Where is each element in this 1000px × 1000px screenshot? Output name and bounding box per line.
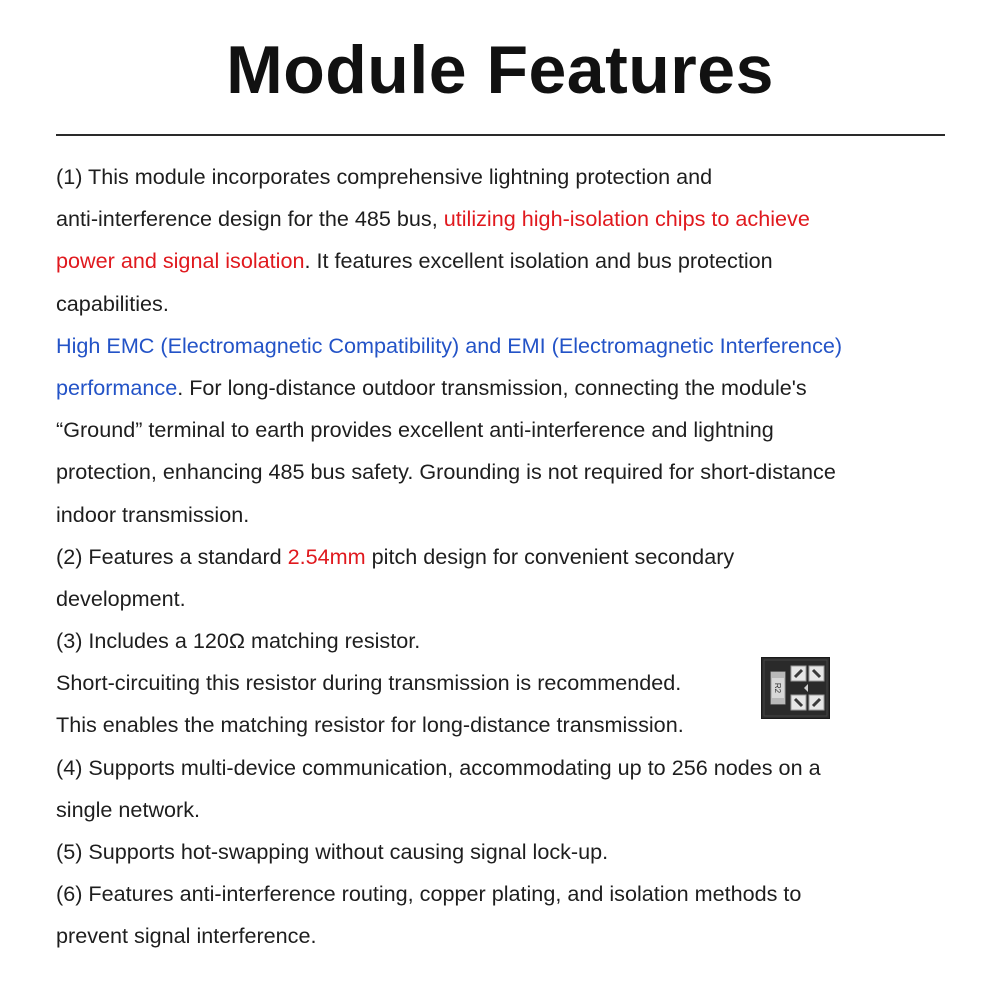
jumper-silkscreen-label: R2 xyxy=(773,682,782,694)
body-text: prevent signal interference. xyxy=(56,923,317,949)
highlight-blue-text: performance xyxy=(56,374,178,400)
body-text: Short-circuiting this resistor during transmission is recommended. xyxy=(56,670,682,696)
body-text: “Ground” terminal to earth provides excellent anti-interference and lightning xyxy=(56,417,774,443)
feature-text-line xyxy=(56,283,956,325)
body-text: pitch design for convenient secondary xyxy=(365,543,735,569)
highlight-red-text: utilizing high-isolation chips to achieve xyxy=(443,206,810,232)
resistor-jumper-pads-icon xyxy=(761,657,830,719)
body-text: (2) Features a standard xyxy=(56,543,288,569)
feature-text-line xyxy=(56,620,956,662)
feature-text-line xyxy=(56,156,956,198)
body-text: protection, enhancing 485 bus safety. Grounding is not required for short-distance xyxy=(56,459,836,485)
body-text: (6) Features anti-interference routing, copper plating, and isolation methods to xyxy=(56,881,802,907)
feature-text-line xyxy=(56,578,956,620)
feature-text-line xyxy=(56,831,956,873)
feature-text-line xyxy=(56,536,956,578)
page-title: Module Features xyxy=(226,32,774,108)
feature-text-line xyxy=(56,789,956,831)
highlight-blue-text: High EMC (Electromagnetic Compatibility) and EMI (Electromagnetic Interference) xyxy=(56,332,843,358)
highlight-red-text: 2.54mm xyxy=(287,543,366,569)
feature-text-line xyxy=(56,747,956,789)
body-text: anti-interference design for the 485 bus, xyxy=(56,206,444,232)
body-text: development. xyxy=(56,585,186,611)
body-text: This enables the matching resistor for long-distance transmission. xyxy=(56,712,684,738)
feature-text-line xyxy=(56,198,956,240)
body-text: (5) Supports hot-swapping without causing signal lock-up. xyxy=(56,839,609,864)
body-text: (4) Supports multi-device communication, accommodating up to 256 nodes on a xyxy=(56,754,821,780)
feature-text-line xyxy=(56,409,956,451)
feature-description xyxy=(56,156,956,958)
body-text: indoor transmission. xyxy=(56,501,250,527)
feature-text-line xyxy=(56,451,956,493)
body-text: . It features excellent isolation and bus protection xyxy=(304,248,773,274)
feature-text-line xyxy=(56,494,956,536)
feature-text-line xyxy=(56,367,956,409)
highlight-red-text: power and signal isolation xyxy=(56,248,305,274)
feature-text-line xyxy=(56,325,956,367)
feature-text-line xyxy=(56,240,956,282)
title-divider xyxy=(56,134,945,136)
body-text: single network. xyxy=(56,796,201,822)
body-text: capabilities. xyxy=(56,290,169,316)
body-text: (1) This module incorporates comprehensive lightning protection and xyxy=(56,164,713,189)
feature-text-line xyxy=(56,873,956,915)
body-text: . For long-distance outdoor transmission, connecting the module's xyxy=(177,374,807,400)
body-text: (3) Includes a 120Ω matching resistor. xyxy=(56,628,421,654)
feature-text-line xyxy=(56,915,956,957)
